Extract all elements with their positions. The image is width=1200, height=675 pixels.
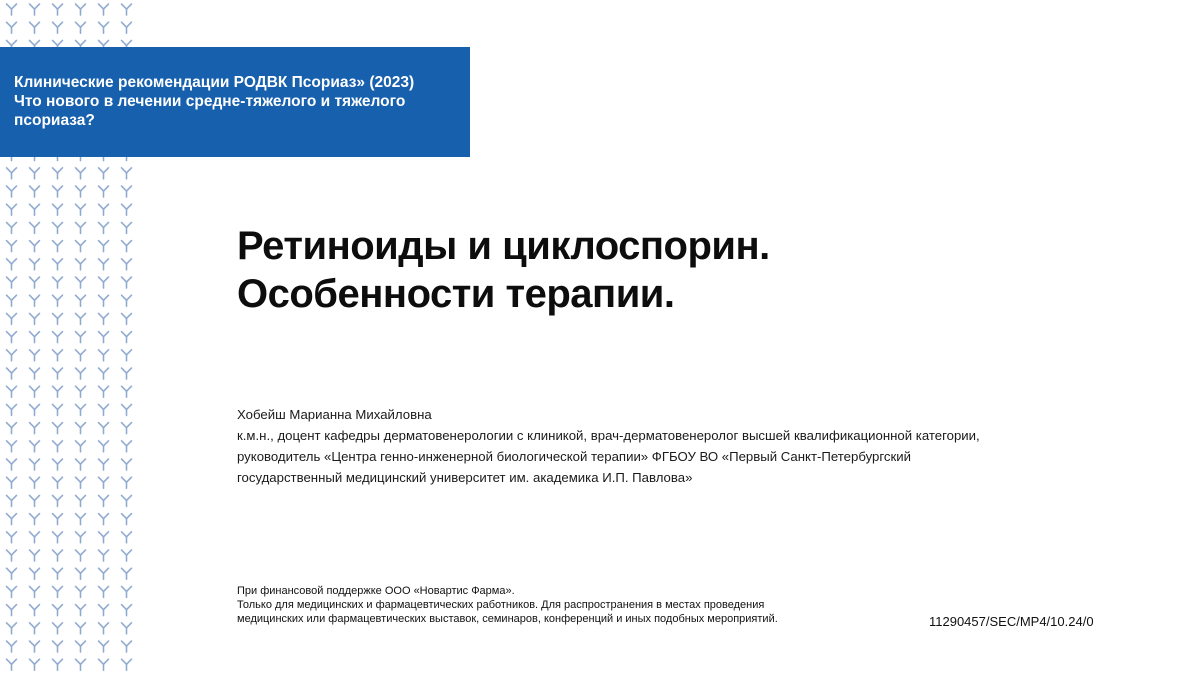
document-code: 11290457/SEC/MP4/10.24/0 — [929, 614, 1094, 629]
banner-title-line-2: Что нового в лечении средне-тяжелого и тяжелого — [14, 93, 406, 110]
slide-title — [237, 222, 770, 318]
disclaimer-line-2: Только для медицинских и фармацевтических работников. Для распространения в местах проведения — [237, 599, 765, 611]
banner-title-line-1: Клинические рекомендации РОДВК Псориаз» (2023) — [14, 74, 415, 91]
author-affiliation-line-3: государственный медицинский университет им. академика И.П. Павлова» — [237, 470, 693, 485]
author-block — [237, 404, 1037, 488]
header-banner — [0, 47, 470, 157]
banner-title-line-3: псориаза? — [14, 112, 95, 129]
disclaimer-line-1: При финансовой поддержке ООО «Новартис Фарма». — [237, 585, 515, 597]
slide-title-line-2: Особенности терапии. — [237, 272, 675, 316]
disclaimer-block — [237, 584, 857, 626]
author-affiliation-line-2: руководитель «Центра генно-инженерной биологической терапии» ФГБОУ ВО «Первый Санкт-Петербургский — [237, 449, 911, 464]
disclaimer-line-3: медицинских или фармацевтических выставок, семинаров, конференций и иных подобных мероприятий. — [237, 613, 778, 625]
slide-title-line-1: Ретиноиды и циклоспорин. — [237, 224, 770, 268]
author-affiliation-line-1: к.м.н., доцент кафедры дерматовенерологии с клиникой, врач-дерматовенеролог высшей квалификационной категории, — [237, 428, 980, 443]
author-name: Хобейш Марианна Михайловна — [237, 407, 432, 422]
